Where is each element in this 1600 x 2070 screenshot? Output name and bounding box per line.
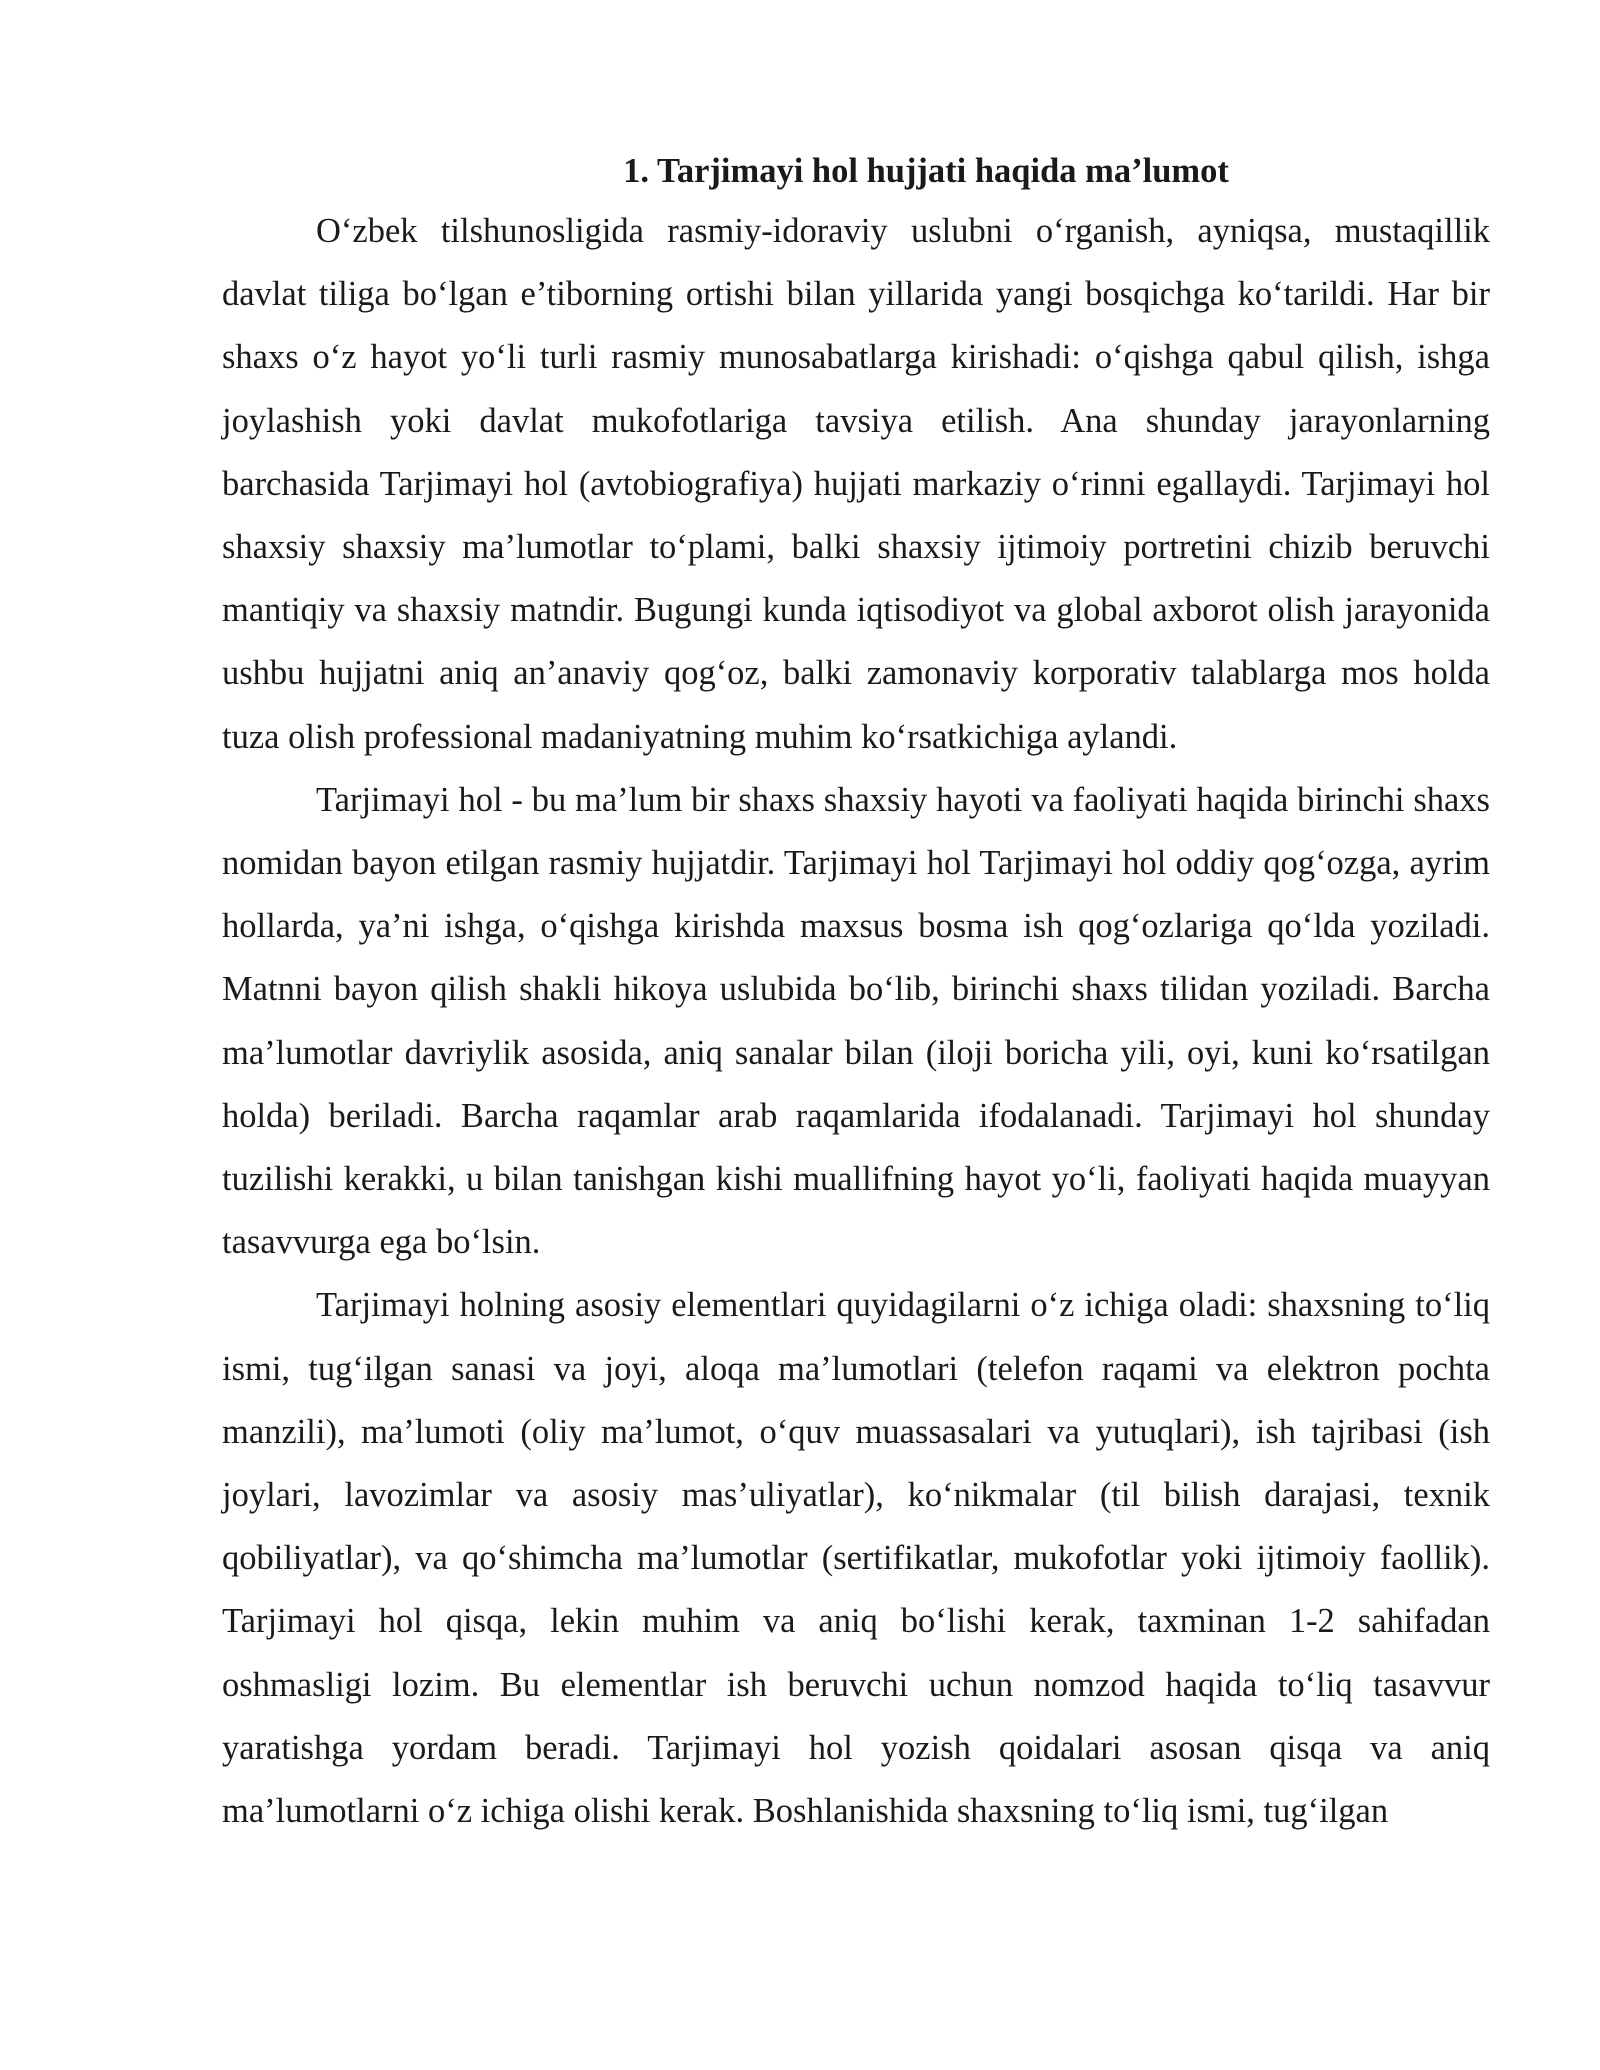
paragraph-3: Tarjimayi holning asosiy elementlari quyidagilarni o‘z ichiga oladi: shaxsning to‘liq ismi, tug‘ilgan sanasi va joyi, aloqa ma’lumotlari (telefon raqami va elektron pochta manzili), ma’lumoti (oliy ma’lumot, o‘quv muassasalari va yutuqlari), ish tajribasi (ish joylari, lavozimlar va asosiy mas’uliyatlar), ko‘nikmalar (til bilish darajasi, texnik qobiliyatlar), va qo‘shimcha ma’lumotlar (sertifikatlar, mukofotlar yoki ijtimoiy faollik). Tarjimayi hol qisqa, lekin muhim va aniq bo‘lishi kerak, taxminan 1-2 sahifadan oshmasligi lozim. Bu elementlar ish beruvchi uchun nomzod haqida to‘liq tasavvur yaratishga yordam beradi. Tarjimayi hol yozish qoidalari asosan qisqa va aniq ma’lumotlarni o‘z ichiga olishi kerak. Boshlanishida shaxsning to‘liq ismi, tug‘ilgan (222, 1286, 1490, 1831)
paragraph-2: Tarjimayi hol - bu ma’lum bir shaxs shaxsiy hayoti va faoliyati haqida birinchi shaxs nomidan bayon etilgan rasmiy hujjatdir. Tarjimayi hol Tarjimayi hol oddiy qog‘ozga, ayrim hollarda, ya’ni ishga, o‘qishga kirishda maxsus bosma ish qog‘ozlariga qo‘lda yoziladi. Matnni bayon qilish shakli hikoya uslubida bo‘lib, birinchi shaxs tilidan yoziladi. Barcha ma’lumotlar davriylik asosida, aniq sanalar bilan (iloji boricha yili, oyi, kuni ko‘rsatilgan holda) beriladi. Barcha raqamlar arab raqamlarida ifodalanadi. Tarjimayi hol shunday tuzilishi kerakki, u bilan tanishgan kishi muallifning hayot yo‘li, faoliyati haqida muayyan tasavvurga ega bo‘lsin. (222, 780, 1490, 1262)
section-heading: 1. Tarjimayi hol hujjati haqida ma’lumot (623, 152, 1229, 190)
paragraph-1: O‘zbek tilshunosligida rasmiy-idoraviy uslubni o‘rganish, ayniqsa, mustaqillik davlat tiliga bo‘lgan e’tiborning ortishi bilan yillarida yangi bosqichga ko‘tarildi. Har bir shaxs o‘z hayot yo‘li turli rasmiy munosabatlarga kirishadi: o‘qishga qabul qilish, ishga joylashish yoki davlat mukofotlariga tavsiya etilish. Ana shunday jarayonlarning barchasida Tarjimayi hol (avtobiografiya) hujjati markaziy o‘rinni egallaydi. Tarjimayi hol shaxsiy shaxsiy ma’lumotlar to‘plami, balki shaxsiy ijtimoiy portretini chizib beruvchi mantiqiy va shaxsiy matndir. Bugungi kunda iqtisodiyot va global axborot olish jarayonida ushbu hujjatni aniq an’anaviy qog‘oz, balki zamonaviy korporativ talablarga mos holda tuza olish professional madaniyatning muhim ko‘rsatkichiga aylandi. (222, 212, 1490, 756)
document-body (222, 142, 1490, 1843)
